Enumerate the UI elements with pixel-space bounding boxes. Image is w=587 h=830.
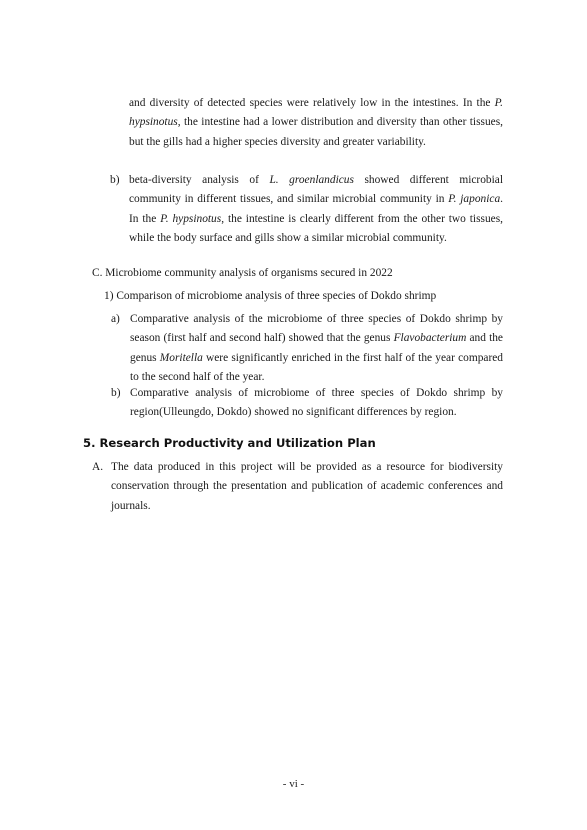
continuation-text-2: , the intestine had a lower distribution and diversity than other tissues, but the gills had a higher species diversity and greater variability. (129, 116, 503, 148)
item-text-2: showed different microbial community in different tissues, and similar microbial community in (129, 174, 504, 206)
genus-name: Flavobacterium (393, 332, 467, 345)
continuation-paragraph (129, 94, 503, 152)
item-text-1: Comparative analysis of the microbiome of three species of Dokdo shrimp by season (first half and second half) showed that the genus (130, 313, 503, 345)
list-item-b-beta-diversity (110, 171, 504, 248)
list-item-label: b) (111, 387, 121, 399)
item-text-3: were significantly enriched in the first half of the year compared to the second half of the year. (130, 351, 503, 383)
list-item-b-regional (111, 384, 503, 423)
item-text-3: . In the (129, 193, 503, 225)
species-name: P. japonica (448, 193, 501, 206)
item-text-2: and the genus (130, 332, 503, 364)
list-item-A-data-resource (92, 458, 503, 516)
section-c-title: C. Microbiome community analysis of organisms secured in 2022 (92, 267, 393, 279)
list-item-label: b) (110, 174, 120, 186)
list-item-a-seasonal (111, 310, 503, 387)
species-name: L. groenlandicus (269, 174, 354, 186)
item-text-1: beta-diversity analysis of (129, 174, 270, 186)
page-number: - vi - (282, 778, 305, 790)
item-text-4: , the intestine is clearly different from the other two tissues, while the body surface and gills show a similar microbial community. (129, 212, 503, 244)
item-text: Comparative analysis of microbiome of three species of Dokdo shrimp by region(Ulleungdo, Dokdo) showed no significant differences by region. (130, 387, 503, 419)
list-item-label: A. (92, 461, 104, 473)
genus-name: Moritella (159, 351, 203, 364)
subsection-1-title: 1) Comparison of microbiome analysis of three species of Dokdo shrimp (104, 290, 437, 302)
list-item-label: a) (111, 313, 120, 325)
species-name: P. hypsinotus (129, 97, 503, 129)
section-5-heading: 5. Research Productivity and Utilization Plan (83, 436, 376, 450)
continuation-text-1: and diversity of detected species were relatively low in the intestines. In the (129, 97, 495, 109)
item-text: The data produced in this project will be provided as a resource for biodiversity conservation through the presentation and publication of academic conferences and journals. (111, 461, 503, 512)
species-name: P. hypsinotus (160, 212, 222, 225)
